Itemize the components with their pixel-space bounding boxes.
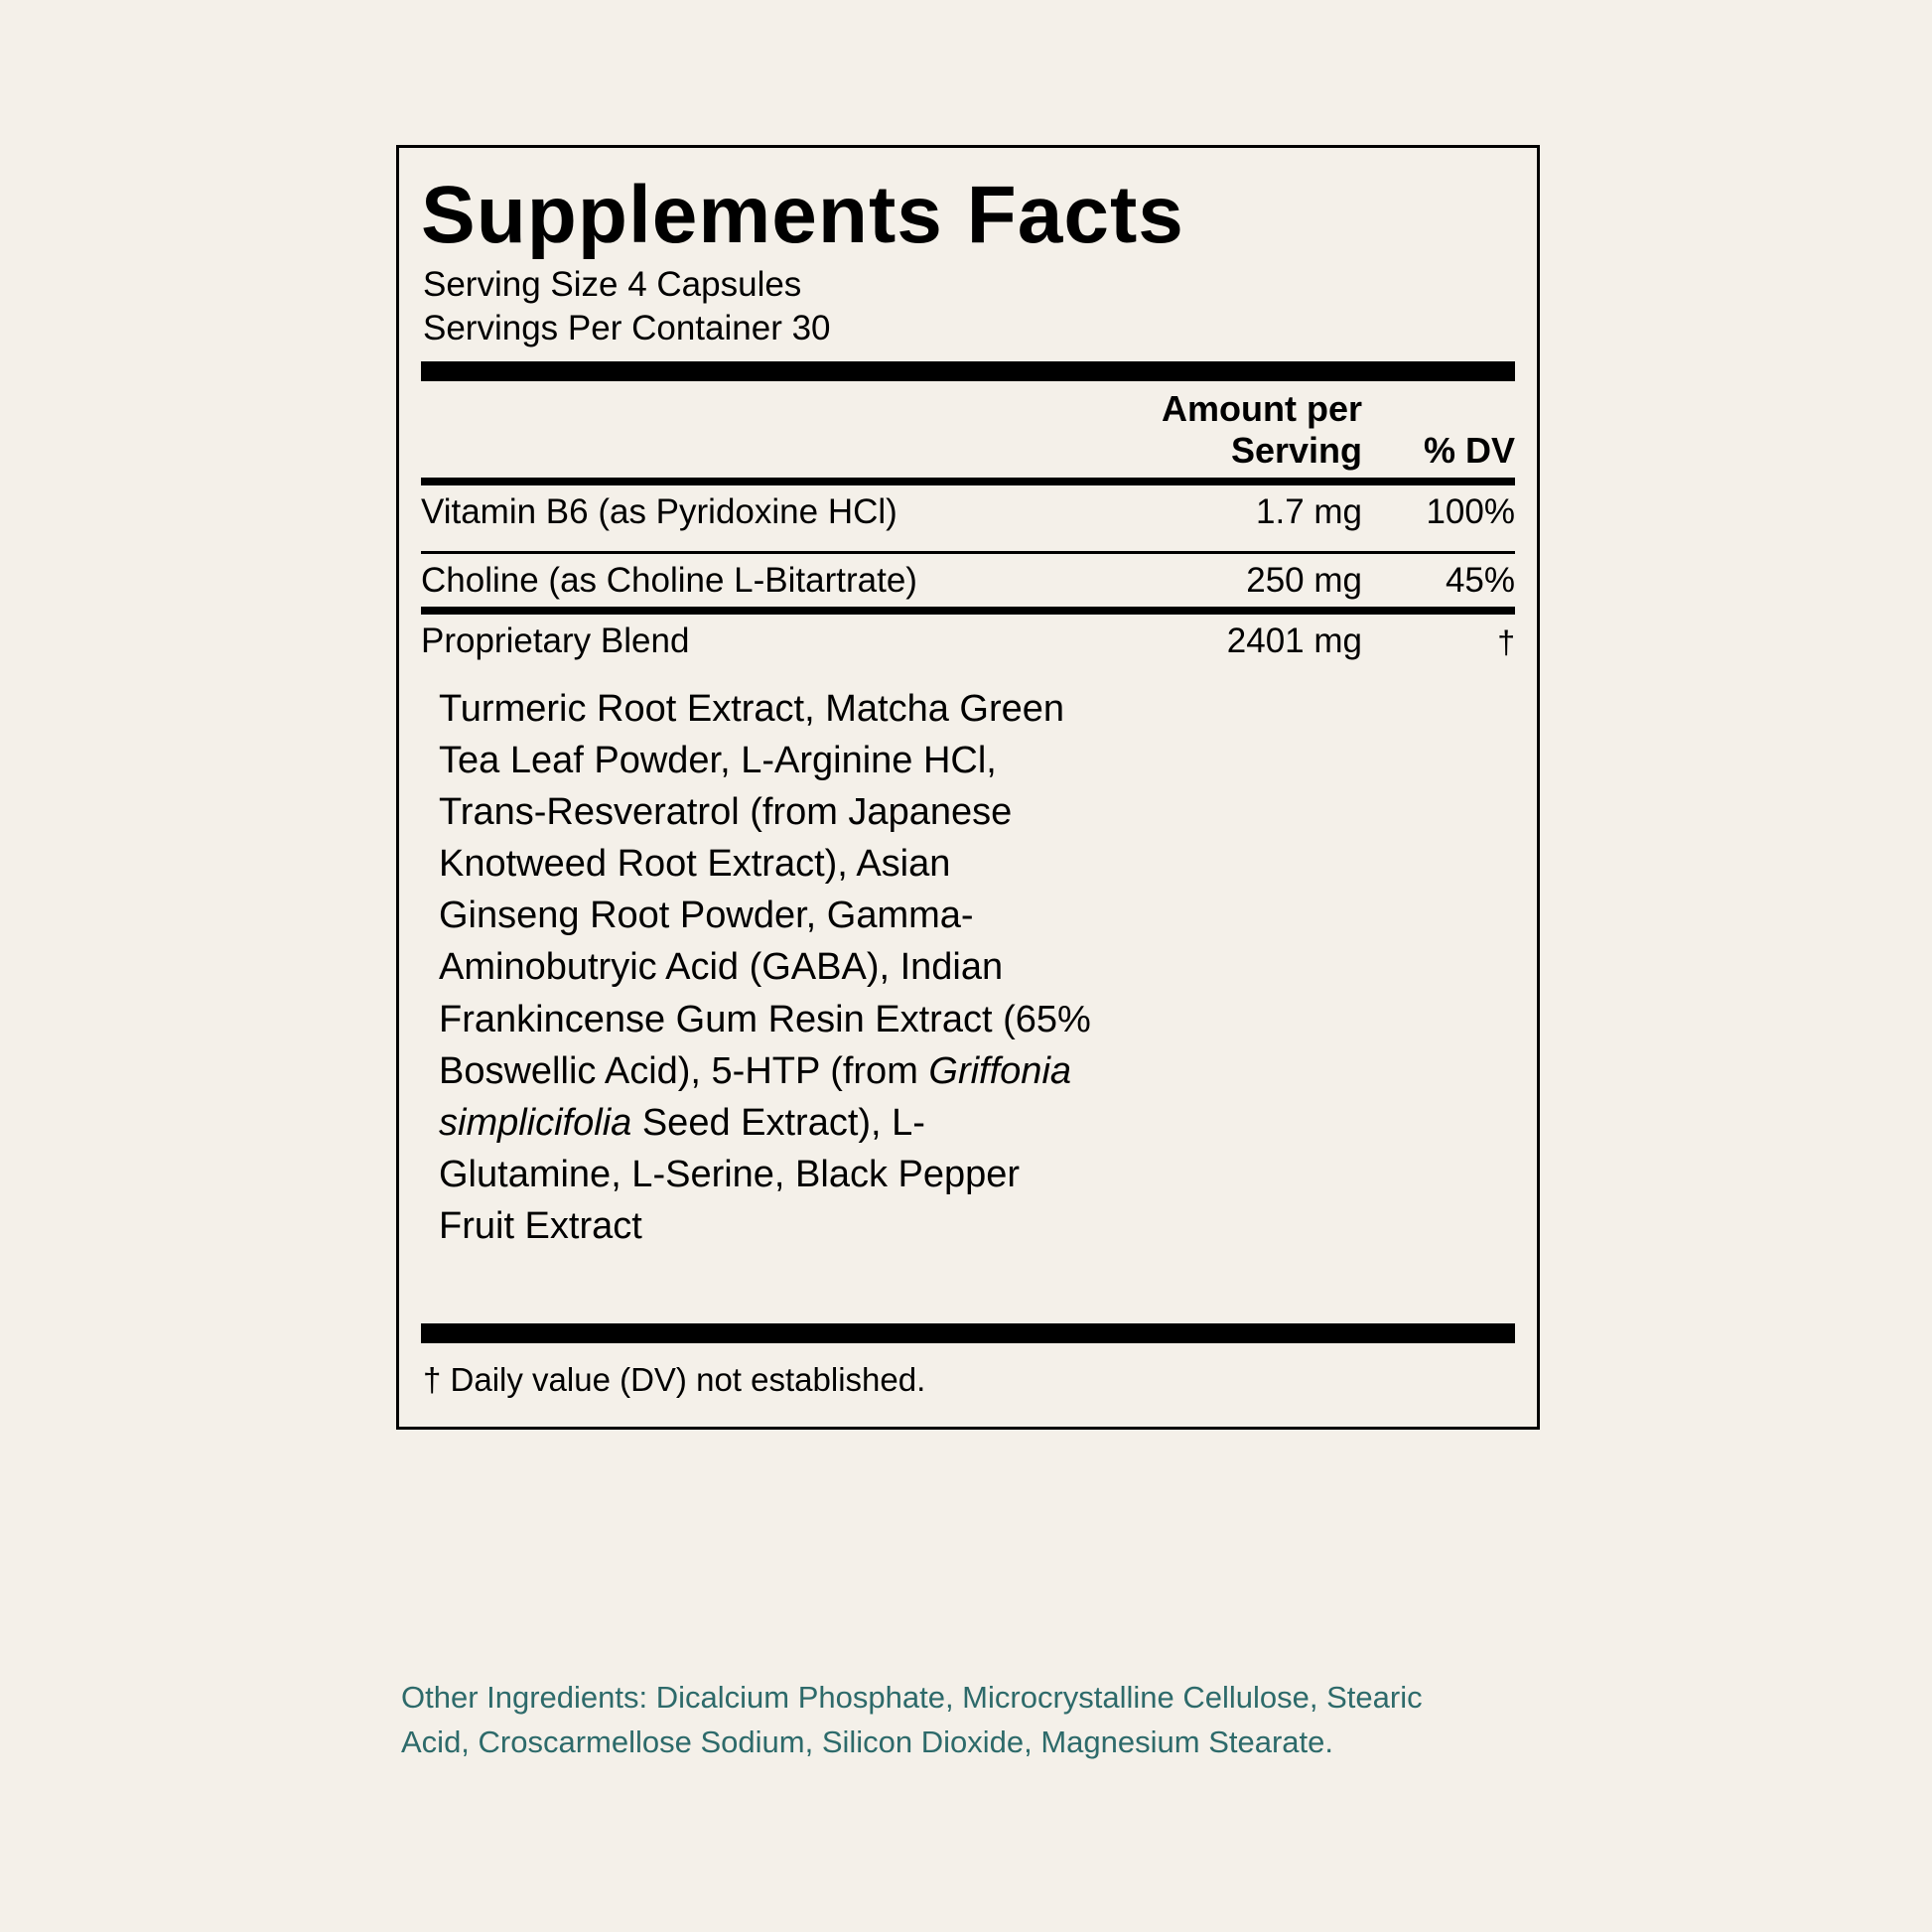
ingredients-latin-name: Griffonia simplicifolia xyxy=(439,1049,1072,1144)
header-percent-dv: % DV xyxy=(1423,430,1515,472)
serving-size-text: Serving Size 4 Capsules xyxy=(423,264,802,304)
nutrient-name: Choline (as Choline L-Bitartrate) xyxy=(421,561,917,601)
header-blank xyxy=(421,381,1114,478)
servings-per-container-text: Servings Per Container 30 xyxy=(423,309,831,348)
header-amount-per-serving: Amount per Serving xyxy=(1162,388,1362,472)
table-header-row xyxy=(421,381,1515,478)
ingredients-part-one: Turmeric Root Extract, Matcha Green Tea Leaf Powder, L-Arginine HCl, Trans-Resveratrol (from Japanese Knotweed Root Extract), Asian Ginseng Root Powder, Gamma-Aminobutryic Acid (GABA), Indian Frankincense Gum Resin Extract (65% Boswellic Acid), 5-HTP (from xyxy=(439,688,1091,1092)
divider-medium-under-header xyxy=(421,478,1515,485)
page-title: Supplements Facts xyxy=(421,170,1184,260)
dv-footnote: † Daily value (DV) not established. xyxy=(423,1360,926,1398)
other-ingredients-text: Other Ingredients: Dicalcium Phosphate, Microcrystalline Cellulose, Stearic Acid, Croscarmellose Sodium, Silicon Dioxide, Magnesium Stearate. xyxy=(401,1680,1423,1759)
blend-amount: 2401 mg xyxy=(1226,621,1362,661)
blend-name: Proprietary Blend xyxy=(421,621,690,661)
nutrient-table xyxy=(421,485,1515,607)
row-divider xyxy=(421,538,1515,553)
row-divider-cell xyxy=(421,538,1515,553)
nutrient-amount: 250 mg xyxy=(1246,561,1362,601)
blend-dv-dagger: † xyxy=(1497,624,1515,661)
table-row xyxy=(421,485,1515,538)
nutrient-amount: 1.7 mg xyxy=(1256,492,1362,532)
nutrient-name: Vitamin B6 (as Pyridoxine HCl) xyxy=(421,492,897,532)
blend-ingredients-list xyxy=(439,683,1094,1252)
divider-medium-above-blend xyxy=(421,607,1515,615)
blend-bottom-spacer xyxy=(421,1252,1515,1313)
table-row xyxy=(421,553,1515,608)
blend-table xyxy=(421,615,1515,667)
blend-row xyxy=(421,615,1515,667)
facts-table xyxy=(421,381,1515,478)
divider-thick-bottom xyxy=(421,1323,1515,1343)
supplement-facts-panel xyxy=(396,145,1540,1430)
ingredients-part-two: Seed Extract), L-Glutamine, L-Serine, Black Pepper Fruit Extract xyxy=(439,1101,1021,1247)
nutrient-dv: 45% xyxy=(1445,561,1515,601)
nutrient-dv: 100% xyxy=(1426,492,1515,532)
divider-thick-top xyxy=(421,361,1515,381)
